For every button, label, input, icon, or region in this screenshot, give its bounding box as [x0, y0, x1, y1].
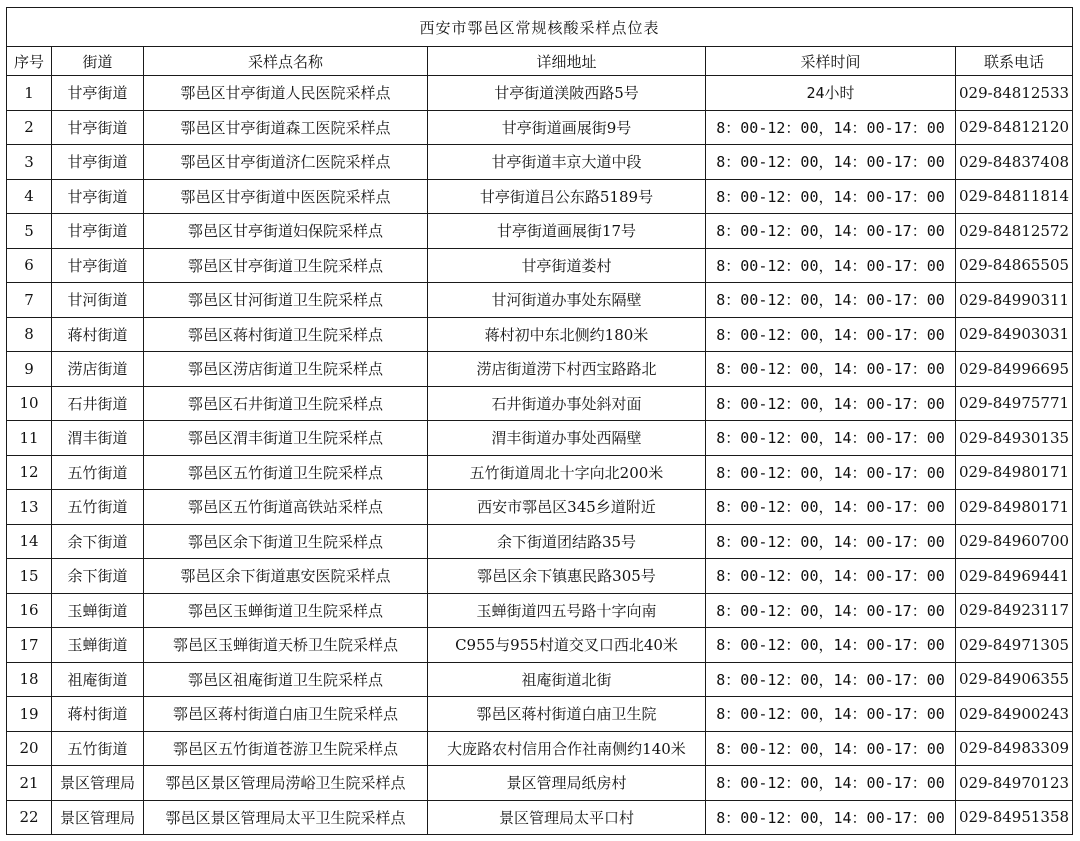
cell-address: 甘亭街道画展街17号: [428, 214, 706, 249]
cell-street: 景区管理局: [52, 766, 144, 801]
header-street: 街道: [52, 47, 144, 76]
cell-street: 石井街道: [52, 386, 144, 421]
cell-sampling-time: 8：00-12：00，14：00-17：00: [706, 455, 956, 490]
cell-site-name: 鄠邑区蒋村街道白庙卫生院采样点: [144, 697, 428, 732]
table-title: 西安市鄠邑区常规核酸采样点位表: [7, 8, 1073, 47]
cell-phone: 029-84865505: [956, 248, 1073, 283]
table-row: [7, 352, 1073, 387]
cell-site-name: 鄠邑区玉蝉街道卫生院采样点: [144, 593, 428, 628]
cell-street: 景区管理局: [52, 800, 144, 835]
cell-site-name: 鄠邑区余下街道惠安医院采样点: [144, 559, 428, 594]
cell-address: 甘亭街道画展街9号: [428, 110, 706, 145]
header-index: 序号: [7, 47, 52, 76]
cell-site-name: 鄠邑区渭丰街道卫生院采样点: [144, 421, 428, 456]
cell-phone: 029-84971305: [956, 628, 1073, 663]
table-row: [7, 697, 1073, 732]
cell-index: 8: [7, 317, 52, 352]
table-row: [7, 455, 1073, 490]
cell-street: 五竹街道: [52, 455, 144, 490]
cell-phone: 029-84837408: [956, 145, 1073, 180]
cell-phone: 029-84812572: [956, 214, 1073, 249]
header-sampling-time: 采样时间: [706, 47, 956, 76]
cell-address: 涝店街道涝下村西宝路路北: [428, 352, 706, 387]
cell-phone: 029-84970123: [956, 766, 1073, 801]
cell-site-name: 鄠邑区五竹街道卫生院采样点: [144, 455, 428, 490]
table-body: [7, 76, 1073, 835]
cell-address: 五竹街道周北十字向北200米: [428, 455, 706, 490]
cell-address: 西安市鄠邑区345乡道附近: [428, 490, 706, 525]
cell-index: 16: [7, 593, 52, 628]
cell-index: 3: [7, 145, 52, 180]
cell-sampling-time: 8：00-12：00，14：00-17：00: [706, 145, 956, 180]
cell-index: 15: [7, 559, 52, 594]
table-row: [7, 490, 1073, 525]
cell-site-name: 鄠邑区景区管理局涝峪卫生院采样点: [144, 766, 428, 801]
cell-sampling-time: 8：00-12：00，14：00-17：00: [706, 697, 956, 732]
header-phone: 联系电话: [956, 47, 1073, 76]
cell-phone: 029-84996695: [956, 352, 1073, 387]
cell-index: 10: [7, 386, 52, 421]
cell-index: 21: [7, 766, 52, 801]
table-row: [7, 559, 1073, 594]
cell-street: 甘亭街道: [52, 248, 144, 283]
table-row: [7, 628, 1073, 663]
cell-site-name: 鄠邑区甘亭街道森工医院采样点: [144, 110, 428, 145]
cell-index: 5: [7, 214, 52, 249]
cell-street: 甘亭街道: [52, 179, 144, 214]
cell-phone: 029-84975771: [956, 386, 1073, 421]
cell-site-name: 鄠邑区景区管理局太平卫生院采样点: [144, 800, 428, 835]
cell-address: 甘亭街道渼陂西路5号: [428, 76, 706, 111]
cell-sampling-time: 8：00-12：00，14：00-17：00: [706, 317, 956, 352]
cell-phone: 029-84983309: [956, 731, 1073, 766]
cell-street: 涝店街道: [52, 352, 144, 387]
cell-address: 景区管理局纸房村: [428, 766, 706, 801]
cell-sampling-time: 8：00-12：00，14：00-17：00: [706, 731, 956, 766]
sampling-sites-table: [6, 7, 1073, 835]
cell-site-name: 鄠邑区石井街道卫生院采样点: [144, 386, 428, 421]
cell-address: 石井街道办事处斜对面: [428, 386, 706, 421]
table-row: [7, 76, 1073, 111]
cell-phone: 029-84900243: [956, 697, 1073, 732]
cell-sampling-time: 8：00-12：00，14：00-17：00: [706, 662, 956, 697]
cell-index: 22: [7, 800, 52, 835]
sampling-sites-sheet: [6, 7, 1072, 832]
table-row: [7, 524, 1073, 559]
cell-address: 玉蝉街道四五号路十字向南: [428, 593, 706, 628]
cell-sampling-time: 8：00-12：00，14：00-17：00: [706, 386, 956, 421]
cell-street: 五竹街道: [52, 731, 144, 766]
cell-site-name: 鄠邑区甘亭街道卫生院采样点: [144, 248, 428, 283]
cell-index: 19: [7, 697, 52, 732]
cell-site-name: 鄠邑区祖庵街道卫生院采样点: [144, 662, 428, 697]
cell-street: 余下街道: [52, 524, 144, 559]
cell-address: 蒋村初中东北侧约180米: [428, 317, 706, 352]
cell-address: 渭丰街道办事处西隔壁: [428, 421, 706, 456]
cell-index: 12: [7, 455, 52, 490]
table-row: [7, 283, 1073, 318]
cell-index: 2: [7, 110, 52, 145]
table-row: [7, 214, 1073, 249]
table-row: [7, 800, 1073, 835]
cell-street: 甘亭街道: [52, 214, 144, 249]
cell-phone: 029-84811814: [956, 179, 1073, 214]
cell-site-name: 鄠邑区五竹街道高铁站采样点: [144, 490, 428, 525]
cell-phone: 029-84969441: [956, 559, 1073, 594]
cell-index: 14: [7, 524, 52, 559]
cell-street: 甘河街道: [52, 283, 144, 318]
cell-phone: 029-84980171: [956, 455, 1073, 490]
cell-sampling-time: 8：00-12：00，14：00-17：00: [706, 800, 956, 835]
cell-site-name: 鄠邑区蒋村街道卫生院采样点: [144, 317, 428, 352]
cell-sampling-time: 8：00-12：00，14：00-17：00: [706, 628, 956, 663]
cell-sampling-time: 8：00-12：00，14：00-17：00: [706, 421, 956, 456]
cell-site-name: 鄠邑区玉蝉街道天桥卫生院采样点: [144, 628, 428, 663]
cell-address: 甘亭街道娄村: [428, 248, 706, 283]
cell-index: 11: [7, 421, 52, 456]
cell-site-name: 鄠邑区余下街道卫生院采样点: [144, 524, 428, 559]
cell-index: 20: [7, 731, 52, 766]
header-address: 详细地址: [428, 47, 706, 76]
cell-street: 五竹街道: [52, 490, 144, 525]
table-row: [7, 317, 1073, 352]
cell-address: 甘亭街道吕公东路5189号: [428, 179, 706, 214]
cell-site-name: 鄠邑区涝店街道卫生院采样点: [144, 352, 428, 387]
cell-address: C955与955村道交叉口西北40米: [428, 628, 706, 663]
cell-sampling-time: 8：00-12：00，14：00-17：00: [706, 593, 956, 628]
cell-phone: 029-84812120: [956, 110, 1073, 145]
cell-street: 余下街道: [52, 559, 144, 594]
cell-phone: 029-84812533: [956, 76, 1073, 111]
cell-index: 17: [7, 628, 52, 663]
cell-index: 18: [7, 662, 52, 697]
table-row: [7, 593, 1073, 628]
cell-phone: 029-84951358: [956, 800, 1073, 835]
header-row: [7, 47, 1073, 76]
cell-phone: 029-84903031: [956, 317, 1073, 352]
cell-sampling-time: 8：00-12：00，14：00-17：00: [706, 559, 956, 594]
table-row: [7, 766, 1073, 801]
cell-sampling-time: 8：00-12：00，14：00-17：00: [706, 248, 956, 283]
cell-sampling-time: 8：00-12：00，14：00-17：00: [706, 110, 956, 145]
cell-site-name: 鄠邑区甘河街道卫生院采样点: [144, 283, 428, 318]
cell-street: 甘亭街道: [52, 76, 144, 111]
table-row: [7, 421, 1073, 456]
header-site-name: 采样点名称: [144, 47, 428, 76]
cell-index: 6: [7, 248, 52, 283]
cell-site-name: 鄠邑区甘亭街道人民医院采样点: [144, 76, 428, 111]
cell-sampling-time: 8：00-12：00，14：00-17：00: [706, 179, 956, 214]
cell-sampling-time: 8：00-12：00，14：00-17：00: [706, 766, 956, 801]
cell-street: 渭丰街道: [52, 421, 144, 456]
table-row: [7, 145, 1073, 180]
cell-phone: 029-84980171: [956, 490, 1073, 525]
cell-sampling-time: 24小时: [706, 76, 956, 111]
cell-index: 1: [7, 76, 52, 111]
cell-street: 玉蝉街道: [52, 628, 144, 663]
cell-phone: 029-84990311: [956, 283, 1073, 318]
cell-address: 祖庵街道北街: [428, 662, 706, 697]
cell-site-name: 鄠邑区五竹街道苍游卫生院采样点: [144, 731, 428, 766]
cell-site-name: 鄠邑区甘亭街道济仁医院采样点: [144, 145, 428, 180]
cell-street: 玉蝉街道: [52, 593, 144, 628]
table-row: [7, 179, 1073, 214]
table-row: [7, 731, 1073, 766]
table-row: [7, 662, 1073, 697]
cell-address: 鄠邑区蒋村街道白庙卫生院: [428, 697, 706, 732]
cell-street: 蒋村街道: [52, 317, 144, 352]
table-row: [7, 386, 1073, 421]
cell-street: 甘亭街道: [52, 145, 144, 180]
cell-sampling-time: 8：00-12：00，14：00-17：00: [706, 214, 956, 249]
table-row: [7, 110, 1073, 145]
cell-address: 鄠邑区余下镇惠民路305号: [428, 559, 706, 594]
cell-sampling-time: 8：00-12：00，14：00-17：00: [706, 283, 956, 318]
cell-street: 甘亭街道: [52, 110, 144, 145]
cell-address: 大庞路农村信用合作社南侧约140米: [428, 731, 706, 766]
cell-address: 余下街道团结路35号: [428, 524, 706, 559]
cell-sampling-time: 8：00-12：00，14：00-17：00: [706, 524, 956, 559]
cell-phone: 029-84930135: [956, 421, 1073, 456]
cell-sampling-time: 8：00-12：00，14：00-17：00: [706, 352, 956, 387]
cell-index: 7: [7, 283, 52, 318]
cell-sampling-time: 8：00-12：00，14：00-17：00: [706, 490, 956, 525]
table-row: [7, 248, 1073, 283]
cell-index: 4: [7, 179, 52, 214]
cell-address: 景区管理局太平口村: [428, 800, 706, 835]
cell-address: 甘亭街道丰京大道中段: [428, 145, 706, 180]
cell-site-name: 鄠邑区甘亭街道妇保院采样点: [144, 214, 428, 249]
cell-phone: 029-84923117: [956, 593, 1073, 628]
cell-index: 13: [7, 490, 52, 525]
cell-site-name: 鄠邑区甘亭街道中医医院采样点: [144, 179, 428, 214]
cell-address: 甘河街道办事处东隔壁: [428, 283, 706, 318]
cell-phone: 029-84906355: [956, 662, 1073, 697]
title-row: [7, 8, 1073, 47]
cell-phone: 029-84960700: [956, 524, 1073, 559]
cell-street: 祖庵街道: [52, 662, 144, 697]
cell-street: 蒋村街道: [52, 697, 144, 732]
cell-index: 9: [7, 352, 52, 387]
